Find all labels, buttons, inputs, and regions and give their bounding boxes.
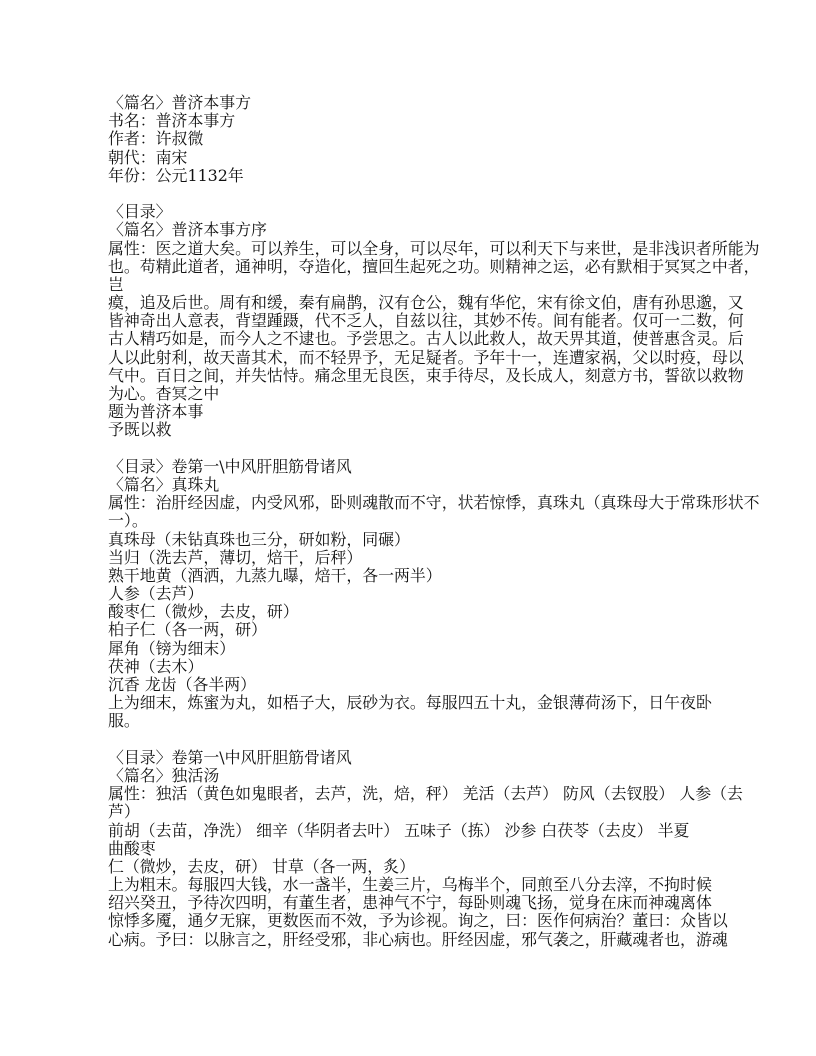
text-line: 服。	[108, 711, 140, 731]
blank-line	[108, 185, 760, 203]
text-line: 〈目录〉卷第一\中风肝胆筋骨诸风	[108, 456, 352, 476]
text-line: 绍兴癸丑，予待次四明，有董生者，患神气不宁，每卧则魂飞扬，觉身在床而神魂离体	[108, 893, 712, 913]
text-line: 沉香 龙齿（各半两）	[108, 675, 257, 694]
text-line: 曲酸枣	[108, 838, 156, 858]
text-line: 古人精巧如是，而今人之不逮也。予尝思之。古人以此救人，故天畀其道，使普惠含灵。后	[108, 329, 744, 349]
text-line: 〈篇名〉独活汤	[108, 765, 220, 785]
text-line: 属性：独活（黄色如鬼眼者，去芦，洗，焙，秤） 羌活（去芦） 防风（去钗股） 人参（去	[108, 784, 743, 804]
text-line: 作者：许叔微	[108, 129, 204, 149]
document-page	[108, 94, 760, 949]
text-line: 熟干地黄（酒洒，九蒸九曝，焙干，各一两半）	[108, 565, 442, 585]
text-line: 〈目录〉卷第一\中风肝胆筋骨诸风	[108, 747, 352, 767]
text-line: 人以此射利，故天啬其术，而不轻畀予，无足疑者。予年十一，连遭家祸，父以时疫，母以	[108, 347, 744, 367]
text-line: 属性：医之道大矣。可以养生，可以全身，可以尽年，可以利天下与来世，是非浅识者所能为	[108, 238, 760, 258]
text-line: 一）。	[108, 511, 148, 531]
text-line: 皆神奇出人意表，背望踵蹑，代不乏人，自兹以往，其妙不传。间有能者。仅可一二数，何	[108, 311, 744, 331]
text-line: 人参（去芦）	[108, 584, 204, 604]
text-line: 〈目录〉	[108, 202, 172, 222]
text-line: 〈篇名〉普济本事方	[108, 93, 252, 112]
text-line: 犀角（镑为细末）	[108, 638, 236, 658]
text-line: 也。苟精此道者，通神明，夺造化，擅回生起死之功。则精神之运，必有默相于冥冥之中者，	[108, 256, 760, 276]
text-line: 前胡（去苗，净洗） 细辛（华阴者去叶） 五味子（拣） 沙参 白茯苓（去皮） 半夏	[108, 820, 690, 840]
text-line: 芦）	[108, 802, 140, 822]
text-line: 当归（洗去芦，薄切，焙干，后秤）	[108, 547, 363, 567]
text-line: 真珠母（未钻真珠也三分，研如粉，同碾）	[108, 529, 410, 549]
text-line: 柏子仁（各一两，研）	[108, 620, 267, 640]
text-line: 书名：普济本事方	[108, 111, 236, 131]
text-line: 年份：公元1132年	[108, 165, 244, 185]
text-line: 酸枣仁（微炒，去皮，研）	[108, 602, 299, 622]
text-line: 题为普济本事	[108, 402, 204, 422]
text-line: 〈篇名〉普济本事方序	[108, 220, 267, 240]
text-line: 惊悸多魇，通夕无寐，更数医而不效，予为诊视。询之，曰：医作何病治？董曰：众皆以	[108, 911, 728, 931]
text-line: 茯神（去木）	[108, 656, 204, 676]
text-line: 为心。杳冥之中	[108, 384, 220, 403]
blank-line	[108, 440, 760, 458]
text-line: 岂	[108, 274, 124, 294]
text-line: 上为粗末。每服四大钱，水一盏半，生姜三片，乌梅半个，同煎至八分去滓，不拘时候	[108, 875, 712, 895]
text-line: 〈篇名〉真珠丸	[108, 474, 220, 494]
blank-line	[108, 731, 760, 749]
text-line: 瘼，追及后世。周有和缓，秦有扁鹊，汉有仓公，魏有华佗，宋有徐文伯，唐有孙思邈，又	[108, 293, 744, 313]
text-line: 属性：治肝经因虚，内受风邪，卧则魂散而不守，状若惊悸，真珠丸（真珠母大于常珠形状不	[108, 493, 760, 513]
text-line: 气中。百日之间，并失怙恃。痛念里无良医，束手待尽，及长成人，刻意方书，誓欲以救物	[108, 365, 744, 385]
text-line: 上为细末，炼蜜为丸，如梧子大，辰砂为衣。每服四五十丸，金银薄荷汤下，日午夜卧	[108, 693, 712, 713]
text-line: 心病。予曰：以脉言之，肝经受邪，非心病也。肝经因虚，邪气袭之，肝藏魂者也，游魂	[108, 929, 728, 949]
text-line: 朝代：南宋	[108, 147, 188, 167]
text-line: 予既以救	[108, 420, 172, 440]
text-line: 仁（微炒，去皮，研） 甘草（各一两，炙）	[108, 856, 415, 876]
